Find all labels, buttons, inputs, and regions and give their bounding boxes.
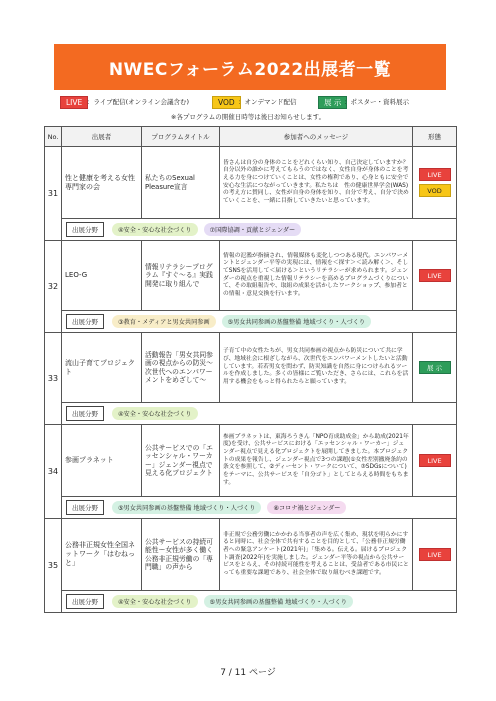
category-cell	[62, 591, 457, 613]
program-title: 公共サービスの持続可能性ー女性が多く働く公務非正規労働の「専門職」の声から	[142, 519, 220, 591]
category-label: 出展分野	[66, 500, 104, 515]
exhibitor-name: 流山子育てプロジェクト	[62, 333, 142, 403]
category-row	[45, 591, 457, 613]
category-cell	[62, 497, 457, 519]
category-label: 出展分野	[66, 594, 104, 609]
format-cell	[413, 333, 457, 403]
legend-live-desc: ：ライブ配信(オンライン会議含む)	[87, 98, 189, 106]
row-number: 34	[45, 425, 62, 519]
category-row	[45, 497, 457, 519]
page-title: NWECフォーラム2022出展者一覧	[108, 59, 392, 80]
legend-exhibit-tag: 展 示	[318, 96, 347, 109]
exhibitor-table	[44, 126, 457, 613]
format-legend	[0, 96, 496, 110]
category-chip: ⑤男女共同参画の基盤整備 地域づくり・人づくり	[222, 315, 371, 328]
category-chip: ⑤男女共同参画の基盤整備 地域づくり・人づくり	[204, 595, 353, 608]
participant-message: 非正規で公務労働にかかわる当事者の声を広く集め、現状を明らかにすると同時に、社会全体で共有することを目的として、「公務非正規労働者への緊急アンケート(2021年)」「集める。伝える。届けるプロジェクト調査(2022年)を実施しました。ジェンダー平等の視点から公共サービスをとらえ、その持続可能性を考えることは、受益者である市民にとっても重要な課題であり、社会全体で取り組むべき課題です。	[220, 519, 413, 591]
table-row	[45, 241, 457, 311]
category-row	[45, 219, 457, 241]
program-title: 私たちのSexual Pleasure宣言	[142, 147, 220, 219]
legend-exhibit-desc: ：ポスター・資料展示	[344, 98, 409, 106]
format-cell	[413, 241, 457, 311]
header-no: No.	[45, 127, 62, 147]
format-live-badge: LIVE	[419, 269, 451, 282]
format-live-badge: LIVE	[419, 454, 451, 467]
category-cell	[62, 403, 457, 425]
format-live-badge: LIVE	[419, 548, 451, 561]
program-title: 公共サービスでの「エッセンシャル・ワーカー」ジェンダー視点で見える化プロジェクト	[142, 425, 220, 497]
category-label: 出展分野	[66, 314, 104, 329]
program-title: 情報リテラシープログラム『すぐ〜る』実践開発に取り組んで	[142, 241, 220, 311]
category-chip: ⑦国際協調・貢献とジェンダー	[204, 223, 302, 236]
participant-message: 参画プラネットは、東海ろうきん「NPO育成助成金」から助成(2021年度)を受け、公共サービスにおける「エッセンシャル・ワーカー」ジェンダー視点で見える化プロジェクトを展開してきました。本プロジェクトの成果を報告し、ジェンダー視点で3つの課題(①女性差別撤廃条約の条文を参照して、②ディーセント・ワークについて、③SDGsについて)をテーマに、公共サービスを「自分ゴト」としてとらえる時間をもちます。	[220, 425, 413, 497]
category-cell	[62, 311, 457, 333]
page-number: 7 / 11 ページ	[220, 668, 276, 678]
category-chip: ⑧コロナ禍とジェンダー	[267, 501, 346, 514]
table-row	[45, 333, 457, 403]
header-format: 形態	[413, 127, 457, 147]
exhibitor-name: LEO-G	[62, 241, 142, 311]
legend-vod-desc: ：オンデマンド配信	[238, 98, 297, 106]
category-cell	[62, 219, 457, 241]
category-row	[45, 311, 457, 333]
table-row	[45, 425, 457, 497]
category-chip: ④安全・安心な社会づくり	[112, 407, 198, 420]
row-number: 33	[45, 333, 62, 425]
exhibitor-name: 参画プラネット	[62, 425, 142, 497]
row-number: 32	[45, 241, 62, 333]
table-header-row	[45, 127, 457, 147]
category-label: 出展分野	[66, 406, 104, 421]
category-row	[45, 403, 457, 425]
format-vod-badge: VOD	[419, 184, 451, 197]
header-program-title: プログラムタイトル	[142, 127, 220, 147]
format-cell	[413, 147, 457, 219]
category-chip: ③教育・メディアと男女共同参画	[112, 315, 216, 328]
row-number: 35	[45, 519, 62, 613]
legend-live-tag: LIVE	[60, 96, 88, 109]
category-chip: ⑤男女共同参画の基盤整備 地域づくり・人づくり	[112, 501, 261, 514]
format-live-badge: LIVE	[419, 168, 451, 181]
format-cell	[413, 519, 457, 591]
header-message: 参加者へのメッセージ	[220, 127, 413, 147]
participant-message: 子育て中の女性たちが、男女共同参画の視点から防災について共に学び、地域社会に根ざしながら、次世代をエンパワーメントしたいと活動しています。若若男女を問わず、防災知識を自然に身につけられるツールを作成しました。多くの皆様にご覧いただき、さらには、これらを活用する機会をもっと得られたらと願っています。	[220, 333, 413, 403]
exhibitor-name: 性と健康を考える女性専門家の会	[62, 147, 142, 219]
participant-message: 情報の氾濫が指摘され、情報媒体も変化しつつある現代。エンパワーメントとジェンダー平等の実現には、情報を＜探す＞＜読み解く＞、そしてSNSを活用して＜届ける＞というリテラシーが求められます。ジェンダーの視点を重視した情報リテラシーを高めるプログラムづくりについて、その取組報告や、取組の成果を活かしたワークショップ、参加者との情報・意見交換を行います。	[220, 241, 413, 311]
category-chip: ④安全・安心な社会づくり	[112, 595, 198, 608]
row-number: 31	[45, 147, 62, 241]
category-label: 出展分野	[66, 222, 104, 237]
format-exhibit-badge: 展 示	[419, 361, 451, 374]
format-cell	[413, 425, 457, 497]
table-row	[45, 147, 457, 219]
program-title: 活動報告「男女共同参画の視点からの防災〜次世代へのエンパワーメントをめざして〜	[142, 333, 220, 403]
category-chip: ④安全・安心な社会づくり	[112, 223, 198, 236]
schedule-note: ※各プログラムの開催日時等は後日お知らせします。	[170, 113, 326, 121]
legend-vod-tag: VOD	[212, 96, 241, 109]
title-banner	[54, 44, 446, 90]
table-row	[45, 519, 457, 591]
header-exhibitor: 出展者	[62, 127, 142, 147]
exhibitor-name: 公務非正規女性全国ネットワーク「はむねっと」	[62, 519, 142, 591]
participant-message: 皆さんは自分の身体のことをどれくらい知り、自己決定していますか？自分以外の誰かに考えてもらうのではなく、女性自身が身体のことを考える力を身につけていくことは、女性の権利であり、心身ともに安全で安心な生活につながっていきます。私たちは 性の健康世界学会(WAS)の考え方に賛同し、女性が自身の身体を知り、自分で考え、自分で決めていくことを、一緒に目指していきたいと思っています。	[220, 147, 413, 219]
